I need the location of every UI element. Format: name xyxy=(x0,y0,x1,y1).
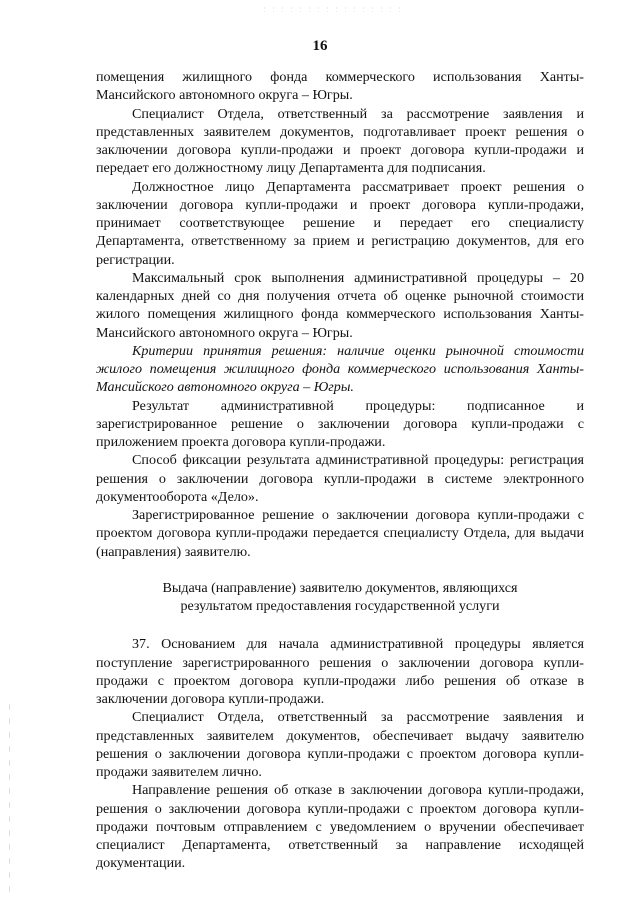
paragraph-mailing: Направление решения об отказе в заключении договора купли-продажи, решения о заключении договора купли-продажи с проектом договора купли-продажи почтовым отправлением с уведомлением о вручении обеспечивает специалист Департамента, ответственный за направление исходящей документации. xyxy=(96,782,584,872)
section-heading-line1: Выдача (направление) заявителю документов, являющихся xyxy=(162,579,518,596)
scan-artifact-margin xyxy=(8,700,11,900)
paragraph-max-term: Максимальный срок выполнения административной процедуры – 20 календарных дней со дня получения отчета об оценке рыночной стоимости жилого помещения жилищного фонда коммерческого использования Ханты-Мансийского автономного округа – Югры. xyxy=(96,269,584,341)
paragraph-specialist-prepares: Специалист Отдела, ответственный за рассмотрение заявления и представленных заявителем документов, подготавливает проект решения о заключении договора купли-продажи и проект договора купли-продажи и передает его должностному лицу Департамента для подписания. xyxy=(96,105,584,177)
paragraph-item-37: 37. Основанием для начала административной процедуры является поступление зарегистрированного решения о заключении договора купли-продажи с проектом договора купли-продажи либо решения об отказе в заключении договора купли-продажи. xyxy=(96,636,584,707)
paragraph-decision-criteria: Критерии принятия решения: наличие оценки рыночной стоимости жилого помещения жилищного фонда коммерческого использования Ханты-Мансийского автономного округа – Югры. xyxy=(96,342,584,396)
paragraph-issuance: Специалист Отдела, ответственный за рассмотрение заявления и представленных заявителем документов, обеспечивает выдачу заявителю решения о заключении договора купли-продажи с проектом договора купли-продажи заявителем лично. xyxy=(96,709,584,780)
section-heading xyxy=(96,579,584,616)
paragraph-official-reviews: Должностное лицо Департамента рассматривает проект решения о заключении договора купли-продажи и проект договора купли-продажи, принимает соответствующее решение и передает его специалисту Департамента, ответственному за прием и регистрацию документов, для его регистрации. xyxy=(96,178,584,268)
section-heading-line2: результатом предоставления государственной услуги xyxy=(180,598,500,614)
paragraph-continuation: помещения жилищного фонда коммерческого использования Ханты-Мансийского автономного округа – Югры. xyxy=(96,69,584,104)
paragraph-result: Результат административной процедуры: подписанное и зарегистрированное решение о заключении договора купли-продажи с приложением проекта договора купли-продажи. xyxy=(96,397,584,450)
document-body xyxy=(96,68,584,873)
scan-artifact xyxy=(260,6,400,12)
paragraph-fixation-method: Способ фиксации результата административной процедуры: регистрация решения о заключении договора купли-продажи в системе электронного документооборота «Дело». xyxy=(96,452,584,505)
page-number: 16 xyxy=(312,38,328,54)
paragraph-registered-decision: Зарегистрированное решение о заключении договора купли-продажи с проектом договора купли-продажи передается специалисту Отдела, для выдачи (направления) заявителю. xyxy=(96,507,584,560)
